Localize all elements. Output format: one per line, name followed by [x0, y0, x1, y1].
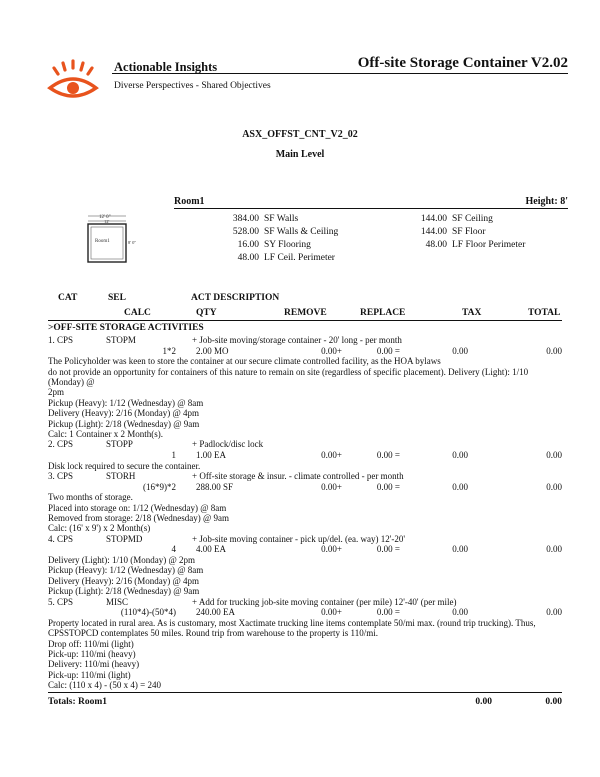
item-total: 0.00	[546, 544, 562, 555]
measurement-label: SF Walls & Ceiling	[264, 227, 339, 237]
measurement-label: SF Ceiling	[452, 214, 493, 224]
measurement-label: SF Floor	[452, 227, 486, 237]
item-replace: 0.00 =	[376, 345, 400, 356]
item-selector: MISC	[106, 596, 129, 607]
item-notes: Property located in rural area. As is customary, most Xactimate trucking line items contemplate 50/mi max. (round trip trucking). Thus, CPSSTOPCD contemplates 50 miles. Round trip from warehouse to the property is 110/mi. Drop off: 110/mi (light) Pick-up: 110/mi (heavy) Delivery: 110/mi (heavy) Pick-up: 110/mi (light) Calc: (110 x 4) - (50 x 4) = 240	[48, 617, 536, 691]
item-selector: STORH	[106, 471, 136, 482]
brand-tagline: Diverse Perspectives - Shared Objectives	[114, 81, 271, 91]
totals-tax: 0.00	[475, 697, 492, 707]
item-tax: 0.00	[452, 345, 468, 356]
item-remove: 0.00+	[321, 481, 342, 492]
section-title: >OFF-SITE STORAGE ACTIVITIES	[48, 323, 204, 333]
measurement-row	[214, 226, 338, 239]
measurement-value: 48.00	[237, 253, 259, 263]
item-qty: 288.00 SF	[196, 481, 234, 492]
item-index: 2. CPS	[48, 439, 74, 450]
line-item	[48, 534, 562, 597]
item-calc: 1	[171, 450, 176, 461]
brand-name: Actionable Insights	[114, 60, 218, 74]
measurement-row	[214, 252, 338, 265]
col-sel-header: SEL	[108, 293, 126, 303]
line-item	[48, 439, 562, 471]
item-tax: 0.00	[452, 450, 468, 461]
measurement-value: 384.00	[232, 214, 259, 224]
measurement-row	[214, 213, 338, 226]
item-calc: (110*4)-(50*4)	[120, 607, 176, 618]
measurement-value: 48.00	[425, 240, 447, 250]
item-notes: Delivery (Light): 1/10 (Monday) @ 2pm Pickup (Heavy): 1/12 (Wednesday) @ 8am Delivery (Heavy): 2/16 (Monday) @ 4pm Pickup (Light): 2/18 (Wednesday) @ 9am	[48, 555, 204, 597]
item-notes: The Policyholder was keen to store the container at our secure climate controlled facility, as the HOA bylaws do not provide an opportunity for containers of this nature to remain on site (regardless of specific placement). Delivery (Light): 1/10 (Monday) @ 2pm Pickup (Heavy): 1/12 (Wednesday) @ 8am Delivery (Heavy): 2/16 (Monday) @ 4pm Pickup (Light): 2/18 (Wednesday) @ 9am Calc: 1 Container x 2 Month(s).	[48, 356, 529, 440]
col-total-header: TOTAL	[528, 308, 561, 318]
eye-sunburst-logo-icon	[44, 58, 102, 106]
item-calc: 1*2	[162, 345, 176, 356]
sketch-side-dimension: 8' 0"	[128, 240, 137, 245]
col-calc-header: CALC	[124, 308, 151, 318]
sketch-top-inner-dimension: 12'	[104, 219, 110, 224]
col-desc-header: ACT DESCRIPTION	[191, 293, 280, 303]
item-remove: 0.00+	[321, 345, 342, 356]
item-total: 0.00	[546, 345, 562, 356]
col-cat-header: CAT	[58, 293, 78, 303]
col-tax-header: TAX	[462, 308, 482, 318]
measurement-label: LF Floor Perimeter	[452, 240, 526, 250]
item-notes: Two months of storage. Placed into storage on: 1/12 (Wednesday) @ 8am Removed from storage: 2/18 (Wednesday) @ 9am Calc: (16' x 9') x 2 Month(s)	[48, 492, 230, 534]
measurement-value: 144.00	[420, 227, 447, 237]
item-qty: 4.00 EA	[196, 544, 226, 555]
measurement-row	[402, 226, 525, 239]
item-index: 1. CPS	[48, 335, 74, 345]
col-replace-header: REPLACE	[360, 308, 406, 318]
item-index: 4. CPS	[48, 533, 74, 544]
item-selector: STOPM	[106, 335, 136, 345]
sketch-room-label: Room1	[95, 239, 110, 244]
item-replace: 0.00 =	[376, 481, 400, 492]
room-sketch	[82, 210, 138, 268]
item-total: 0.00	[546, 450, 562, 461]
item-replace: 0.00 =	[376, 450, 400, 461]
item-description: + Padlock/disc lock	[192, 439, 264, 450]
item-calc: (16*9)*2	[143, 481, 176, 492]
item-tax: 0.00	[452, 607, 468, 618]
line-item	[48, 335, 562, 439]
item-index: 5. CPS	[48, 596, 74, 607]
measurement-row	[402, 213, 525, 226]
header-rule	[112, 73, 568, 74]
totals-label: Totals: Room1	[48, 697, 108, 707]
item-index: 3. CPS	[48, 471, 74, 482]
col-remove-header: REMOVE	[284, 308, 327, 318]
item-notes: Disk lock required to secure the container.	[48, 460, 201, 471]
level-name: Main Level	[275, 149, 325, 160]
line-item	[48, 597, 562, 691]
estimate-id: ASX_OFFST_CNT_V2_02	[242, 129, 358, 140]
measurement-value: 16.00	[237, 240, 259, 250]
measurement-label: SY Flooring	[264, 240, 311, 250]
item-selector: STOPP	[106, 439, 133, 450]
table-header-rule	[48, 320, 562, 321]
document-title: Off-site Storage Container V2.02	[357, 55, 568, 71]
item-tax: 0.00	[452, 544, 468, 555]
item-qty: 1.00 EA	[196, 450, 226, 461]
measurement-value: 144.00	[420, 214, 447, 224]
item-remove: 0.00+	[321, 544, 342, 555]
item-description: + Add for trucking job-site moving container (per mile) 12'-40' (per mile)	[192, 596, 457, 607]
item-qty: 240.00 EA	[196, 607, 235, 618]
item-tax: 0.00	[452, 481, 468, 492]
line-items	[48, 322, 562, 691]
room-name: Room1	[174, 196, 205, 207]
item-description: + Job-site moving container - pick up/del. (ea. way) 12'-20'	[192, 533, 406, 544]
room-rule	[174, 208, 568, 209]
item-remove: 0.00+	[321, 607, 342, 618]
item-total: 0.00	[546, 481, 562, 492]
measurement-row	[214, 239, 338, 252]
item-total: 0.00	[546, 607, 562, 618]
item-remove: 0.00+	[321, 450, 342, 461]
room-measurements-right	[402, 213, 525, 252]
room-height: Height: 8'	[525, 196, 568, 207]
item-qty: 2.00 MO	[196, 345, 229, 356]
totals-total: 0.00	[545, 697, 562, 707]
item-calc: 4	[171, 544, 176, 555]
item-replace: 0.00 =	[376, 544, 400, 555]
line-item	[48, 471, 562, 534]
measurement-row	[402, 239, 525, 252]
item-description: + Off-site storage & insur. - climate controlled - per month	[192, 471, 404, 482]
item-selector: STOPMD	[106, 533, 143, 544]
measurement-label: SF Walls	[264, 214, 299, 224]
room-measurements-left	[214, 213, 338, 265]
item-replace: 0.00 =	[376, 607, 400, 618]
sketch-top-dimension: 12' 0"	[99, 215, 111, 220]
item-description: + Job-site moving/storage container - 20' long - per month	[192, 335, 402, 345]
col-qty-header: QTY	[196, 308, 217, 318]
totals-rule	[48, 692, 562, 693]
measurement-label: LF Ceil. Perimeter	[264, 253, 335, 263]
measurement-value: 528.00	[232, 227, 259, 237]
